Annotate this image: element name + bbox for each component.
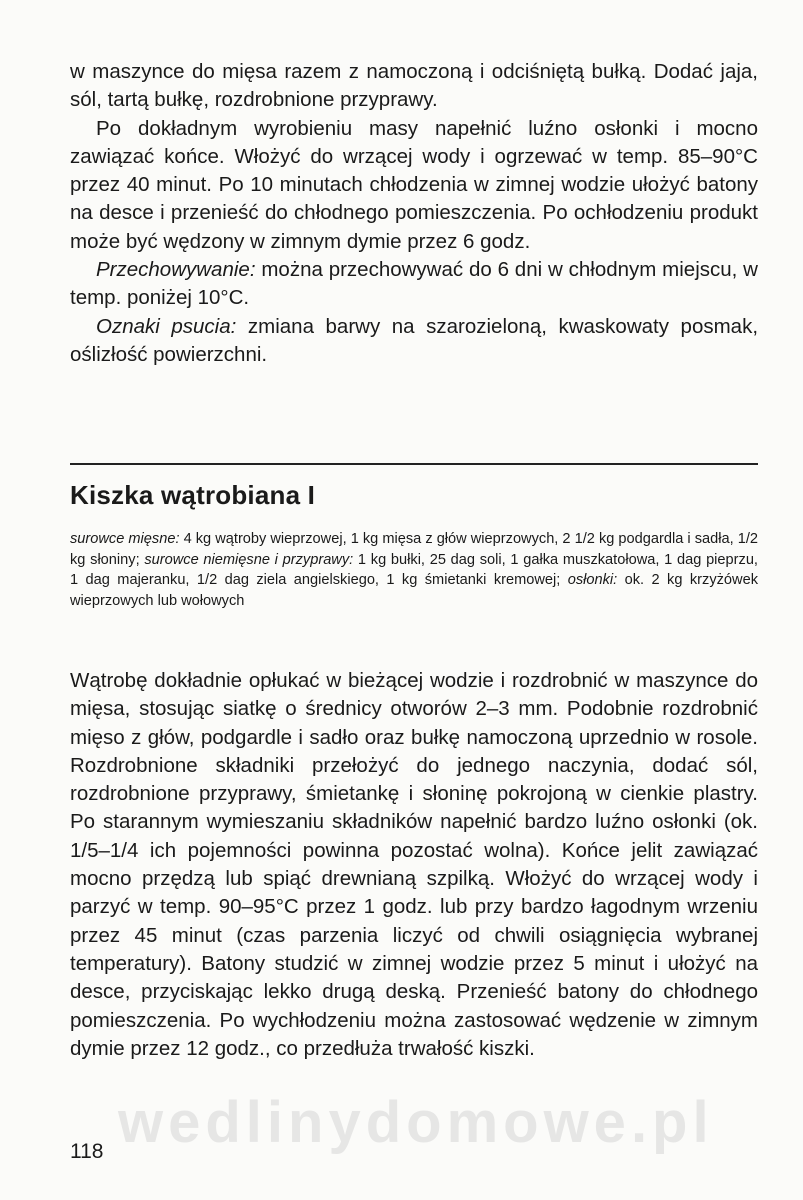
instructions-paragraph: Wątrobę dokładnie opłukać w bieżącej wodzie i rozdrobnić w maszynce do mięsa, stosując siatkę o średnicy otworów 2–3 mm. Podobnie rozdrobnić mięso z głów, podgardle i sadło oraz bułkę namoczoną uprzednio w rosole. Rozdrobnione składniki przełożyć do jednego naczynia, dodać sól, rozdrobnione przyprawy, śmietankę i słoninę pokrojoną w cienkie plastry. Po starannym wymieszaniu składników napełnić bardzo luźno osłonki (ok. 1/5–1/4 ich pojemności powinna pozostać wolna). Końce jelit zawiązać mocno przędzą lub spiąć drewnianą szpilką. Włożyć do wrzącej wody i parzyć w temp. 90–95°C przez 1 godz. lub przy bardzo łagodnym wrzeniu przez 45 minut (czas parzenia liczyć od chwili osiągnięcia wybranej temperatury). Batony studzić w zimnej wodzie przez 5 minut i ułożyć na desce, przyciskając lekko drugą deską. Przenieść batony do chłodnego pomieszczenia. Po wychłodzeniu można zastosować wędzenie w zimnym dymie przez 12 godz., co przedłuża trwałość kiszki. — [70, 669, 758, 1060]
spoilage-text: zmiana barwy na szarozieloną, kwaskowaty posmak, oślizłość powierzchni. — [70, 314, 759, 366]
previous-recipe-continuation — [70, 58, 758, 369]
ingredients-paragraph — [70, 529, 758, 611]
spoilage-label: Oznaki psucia: — [96, 314, 237, 338]
meat-ingredients-text: 4 kg wątroby wieprzowej, 1 kg mięsa z głów wieprzowych, 2 1/2 kg podgardla i sadła, 1/2 kg słoniny; — [70, 531, 758, 568]
recipe-title: Kiszka wątrobiana I — [70, 480, 316, 510]
page-number: 118 — [70, 1140, 104, 1163]
nonmeat-ingredients-label: surowce niemięsne i przyprawy: — [144, 551, 354, 568]
storage-text: można przechowywać do 6 dni w chłodnym miejscu, w temp. poniżej 10°C. — [70, 258, 758, 310]
storage-label: Przechowywanie: — [96, 258, 256, 282]
section-divider — [70, 463, 758, 465]
meat-ingredients-label: surowce mięsne: — [70, 531, 180, 547]
storage-paragraph — [70, 256, 758, 313]
watermark: wedlinydomowe.pl — [118, 1090, 714, 1155]
preparation-paragraph: Po dokładnym wyrobieniu masy napełnić luźno osłonki i mocno zawiązać końce. Włożyć do wrzącej wody i ogrzewać w temp. 85–90°C przez 40 minut. Po 10 minutach chłodzenia w zimnej wodzie ułożyć batony na desce i przenieść do chłodnego pomieszczenia. Po ochłodzeniu produkt może być wędzony w zimnym dymie przez 6 godz. — [70, 116, 758, 253]
casings-text: ok. 2 kg krzyżówek wieprzowych lub wołowych — [70, 572, 758, 609]
continuation-paragraph: w maszynce do mięsa razem z namoczoną i odciśniętą bułką. Dodać jaja, sól, tartą bułkę, rozdrobnione przyprawy. — [70, 60, 758, 112]
nonmeat-ingredients-text: 1 kg bułki, 25 dag soli, 1 gałka muszkatołowa, 1 dag pieprzu, 1 dag majeranku, 1/2 dag ziela angielskiego, 1 kg śmietanki kremowej; — [70, 551, 758, 589]
casings-label: osłonki: — [567, 572, 618, 589]
instructions-block — [70, 667, 758, 1063]
ingredients-block — [70, 529, 758, 611]
spoilage-paragraph — [70, 313, 758, 370]
